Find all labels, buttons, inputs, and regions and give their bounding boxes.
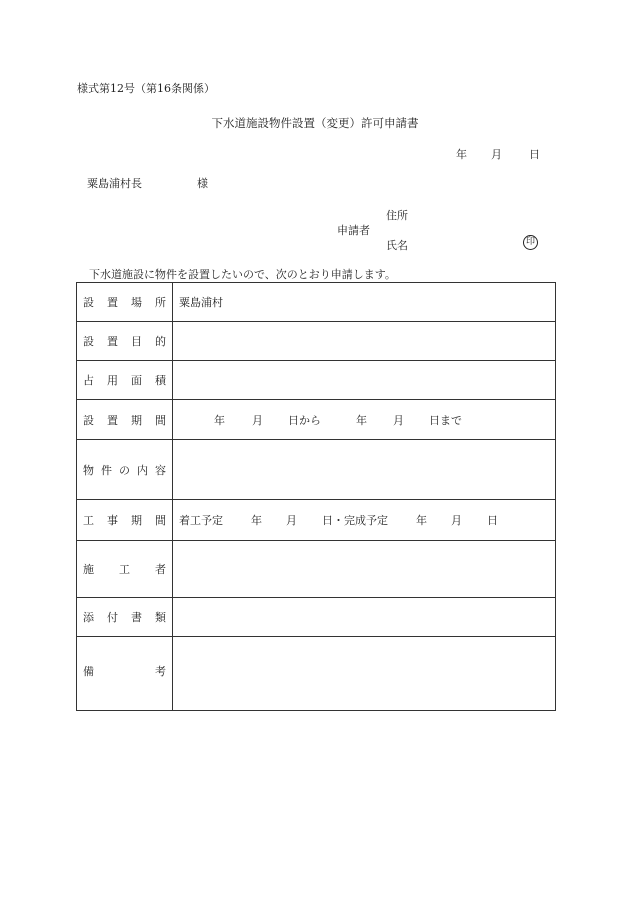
label-char: 積 <box>155 374 166 387</box>
row-notes <box>77 637 556 711</box>
label-char: 期 <box>131 413 142 427</box>
application-form-table <box>76 282 556 711</box>
label-char: 件 <box>101 463 112 477</box>
label-char: 類 <box>155 611 166 624</box>
contractor-value <box>173 541 556 598</box>
label-char: 所 <box>155 296 166 309</box>
row-contents <box>77 440 556 500</box>
label-char: 内 <box>137 463 148 477</box>
row-construction <box>77 500 556 541</box>
date-year-label: 年 <box>456 148 467 161</box>
label-char: 工 <box>83 514 94 527</box>
document-title: 下水道施設物件設置（変更）許可申請書 <box>211 116 419 130</box>
location-value: 粟島浦村 <box>173 283 556 322</box>
area-value <box>173 361 556 400</box>
period-month2: 月 <box>393 413 404 427</box>
applicant-address-label: 住所 <box>386 209 408 222</box>
label-char: 設 <box>83 296 94 309</box>
date-month-label: 月 <box>491 148 502 161</box>
label-char: 考 <box>155 664 166 678</box>
label-char: 的 <box>155 335 166 348</box>
label-char: 事 <box>107 514 118 527</box>
construction-year1: 年 <box>251 514 262 527</box>
seal-icon: 印 <box>523 235 538 250</box>
label-char: 間 <box>155 514 166 527</box>
label-attachments <box>77 598 173 637</box>
applicant-label: 申請者 <box>337 224 370 237</box>
construction-mid: 日・完成予定 <box>322 514 388 527</box>
label-char: 添 <box>83 611 94 624</box>
recipient-name: 粟島浦村長 <box>87 177 142 190</box>
row-contractor <box>77 541 556 598</box>
contents-value <box>173 440 556 500</box>
label-char: 目 <box>131 335 142 348</box>
label-char: 場 <box>131 296 142 309</box>
row-period <box>77 400 556 440</box>
row-purpose <box>77 322 556 361</box>
period-value <box>173 400 556 440</box>
construction-year2: 年 <box>416 514 427 527</box>
label-char: 付 <box>107 611 118 624</box>
period-until: 日まで <box>429 413 462 427</box>
label-area <box>77 361 173 400</box>
period-from: 日から <box>288 413 321 427</box>
label-char: 設 <box>83 335 94 348</box>
label-char: 設 <box>83 413 94 427</box>
row-location <box>77 283 556 322</box>
label-char: 物 <box>83 463 94 477</box>
label-char: 置 <box>107 335 118 348</box>
period-year1: 年 <box>214 413 225 427</box>
label-purpose <box>77 322 173 361</box>
label-char: 者 <box>155 563 166 576</box>
label-notes <box>77 637 173 711</box>
construction-month1: 月 <box>286 514 297 527</box>
row-attachments <box>77 598 556 637</box>
label-char: 置 <box>107 296 118 309</box>
label-char: 容 <box>155 463 166 477</box>
attachments-value <box>173 598 556 637</box>
label-contractor <box>77 541 173 598</box>
label-char: 期 <box>131 514 142 527</box>
label-char: の <box>119 463 130 477</box>
label-char: 間 <box>155 413 166 427</box>
label-char: 用 <box>107 374 118 387</box>
period-month1: 月 <box>252 413 263 427</box>
period-year2: 年 <box>356 413 367 427</box>
label-char: 備 <box>83 664 94 678</box>
date-day-label: 日 <box>529 148 540 161</box>
recipient-honorific: 様 <box>197 177 208 190</box>
construction-value <box>173 500 556 541</box>
row-area <box>77 361 556 400</box>
label-period <box>77 400 173 440</box>
label-char: 書 <box>131 611 142 624</box>
label-location <box>77 283 173 322</box>
label-char: 占 <box>83 374 94 387</box>
label-construction <box>77 500 173 541</box>
purpose-value <box>173 322 556 361</box>
label-char: 工 <box>119 563 130 576</box>
label-contents <box>77 440 173 500</box>
form-code: 様式第12号（第16条関係） <box>77 82 215 95</box>
construction-month2: 月 <box>451 514 462 527</box>
notes-value <box>173 637 556 711</box>
label-char: 面 <box>131 374 142 387</box>
intro-text: 下水道施設に物件を設置したいので、次のとおり申請します。 <box>89 268 396 281</box>
label-char: 置 <box>107 413 118 427</box>
construction-day2: 日 <box>487 514 498 527</box>
construction-start: 着工予定 <box>179 514 223 527</box>
applicant-name-label: 氏名 <box>386 239 408 252</box>
label-char: 施 <box>83 563 94 576</box>
